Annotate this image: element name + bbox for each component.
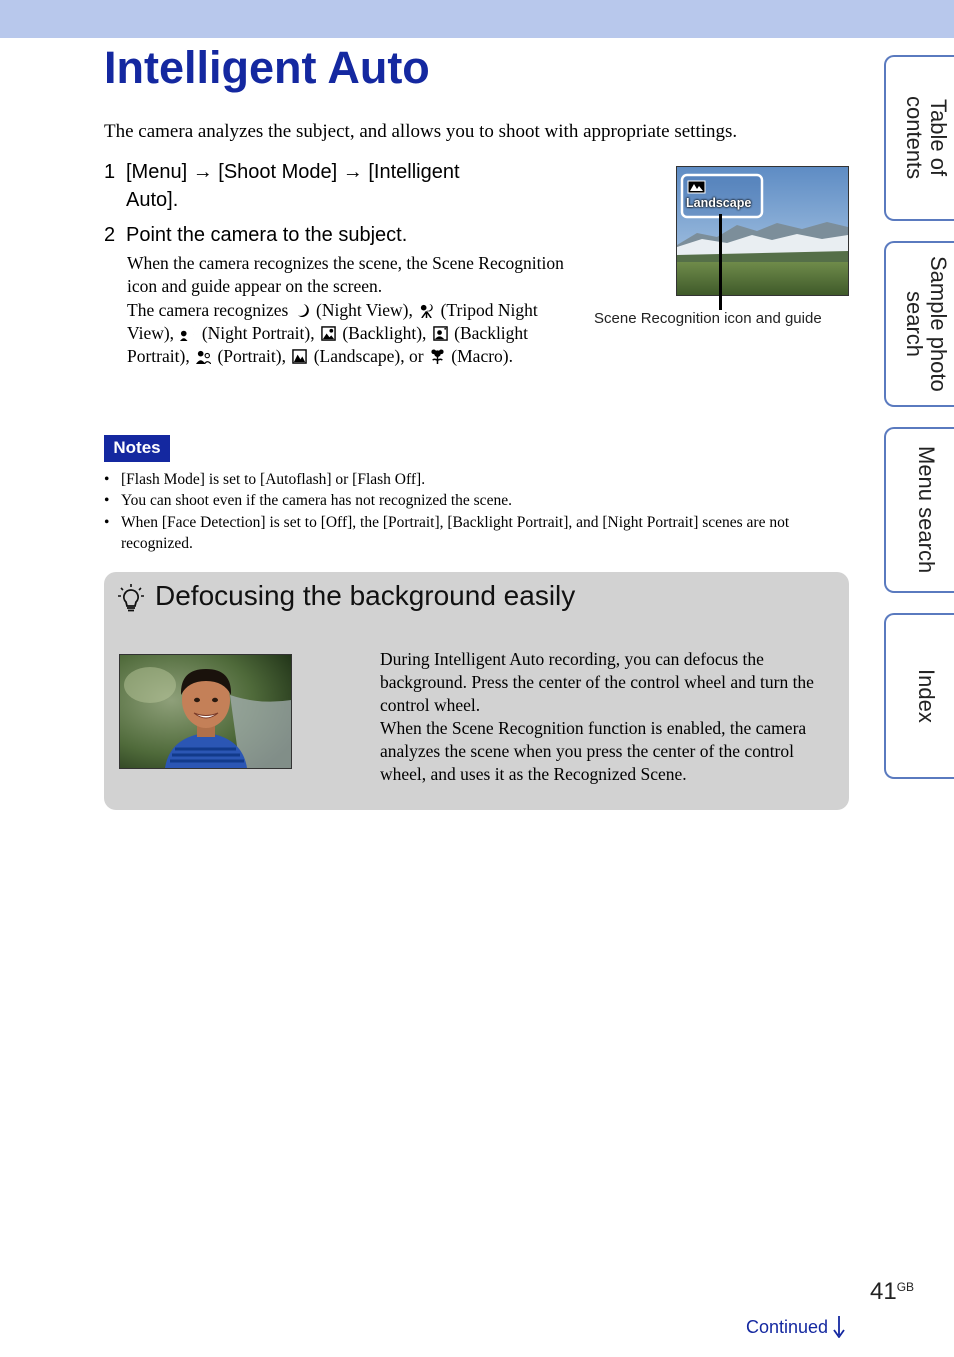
night-view-label: (Night View),	[316, 299, 413, 320]
callout-line	[718, 214, 724, 310]
step-text-line2: Auto].	[126, 189, 179, 211]
tab-sample-photo-search[interactable]	[884, 241, 954, 407]
intro-text: The camera analyzes the subject, and allows you to shoot with appropriate settings.	[104, 121, 738, 142]
tab-label: Menu search	[914, 446, 939, 574]
macro-icon	[430, 349, 445, 364]
page-number	[870, 1278, 914, 1306]
portrait-label: (Portrait),	[217, 346, 286, 367]
tip-text	[380, 648, 830, 786]
night-portrait-icon	[180, 326, 195, 341]
step-number: 1	[104, 161, 116, 183]
step-text-line1: Point the camera to the subject.	[126, 224, 408, 246]
backlight-portrait-icon	[433, 326, 448, 341]
tab-label: Sample photo search	[902, 256, 951, 392]
note-item: • When [Face Detection] is set to [Off], the [Portrait], [Backlight Portrait], and [Night Portrait] scenes are not recognized.	[104, 512, 849, 555]
tripod-night-view-label: (Tripod Night View),	[127, 299, 538, 343]
or-text: or	[408, 346, 424, 367]
step-2-paragraph-1: When the camera recognizes the scene, the Scene Recognition icon and guide appear on the screen.	[127, 253, 564, 297]
landscape-icon	[292, 349, 307, 364]
tab-index[interactable]	[884, 613, 954, 779]
page-number-suffix: GB	[896, 1280, 915, 1294]
tab-label: Table of contents	[902, 96, 951, 180]
landscape-label: (Landscape),	[313, 346, 405, 367]
notes-badge: Notes	[104, 435, 170, 462]
top-color-band	[0, 0, 954, 38]
tip-box	[104, 572, 849, 810]
tip-title: Defocusing the background easily	[155, 580, 576, 611]
recognizes-lead: The camera recognizes	[127, 299, 289, 320]
backlight-label: (Backlight),	[342, 322, 427, 343]
note-item: • [Flash Mode] is set to [Autoflash] or [Flash Off].	[104, 469, 849, 490]
page-title: Intelligent Auto	[104, 42, 430, 93]
step-1	[104, 158, 544, 216]
backlight-portrait-label: (Backlight Portrait),	[127, 322, 529, 367]
backlight-icon	[321, 326, 336, 341]
arrow-down-icon	[833, 1316, 845, 1338]
boy-portrait-photo	[119, 654, 292, 769]
step-2-paragraph-2	[127, 299, 567, 369]
tab-label: Index	[914, 669, 939, 723]
step-text-line1: [Menu] → [Shoot Mode] → [Intelligent	[126, 161, 460, 183]
continued-label: Continued	[746, 1317, 829, 1337]
lightbulb-hint-icon	[118, 584, 144, 614]
tip-paragraph-1: During Intelligent Auto recording, you can defocus the background. Press the center of the control wheel and turn the control wheel.	[380, 649, 814, 715]
continued-link[interactable]	[746, 1316, 845, 1338]
portrait-icon	[196, 349, 211, 364]
figure-caption: Scene Recognition icon and guide	[594, 310, 822, 327]
landscape-photo	[677, 167, 848, 295]
step-2	[104, 221, 544, 249]
note-item: • You can shoot even if the camera has not recognized the scene.	[104, 490, 849, 511]
night-view-icon	[295, 303, 310, 318]
tripod-night-view-icon	[419, 303, 434, 318]
tip-paragraph-2: When the Scene Recognition function is enabled, the camera analyzes the scene when you press the center of the control wheel, and uses it as the Recognized Scene.	[380, 718, 807, 784]
step-2-body	[127, 252, 567, 368]
scene-recognition-example-image	[676, 166, 849, 296]
tab-table-of-contents[interactable]	[884, 55, 954, 221]
notes-list	[104, 469, 849, 554]
scene-overlay-label: Landscape	[686, 196, 752, 210]
night-portrait-label: (Night Portrait),	[201, 322, 315, 343]
tab-menu-search[interactable]	[884, 427, 954, 593]
step-number: 2	[104, 224, 116, 246]
macro-label: (Macro).	[451, 346, 513, 367]
page-number-value: 41	[870, 1278, 897, 1305]
